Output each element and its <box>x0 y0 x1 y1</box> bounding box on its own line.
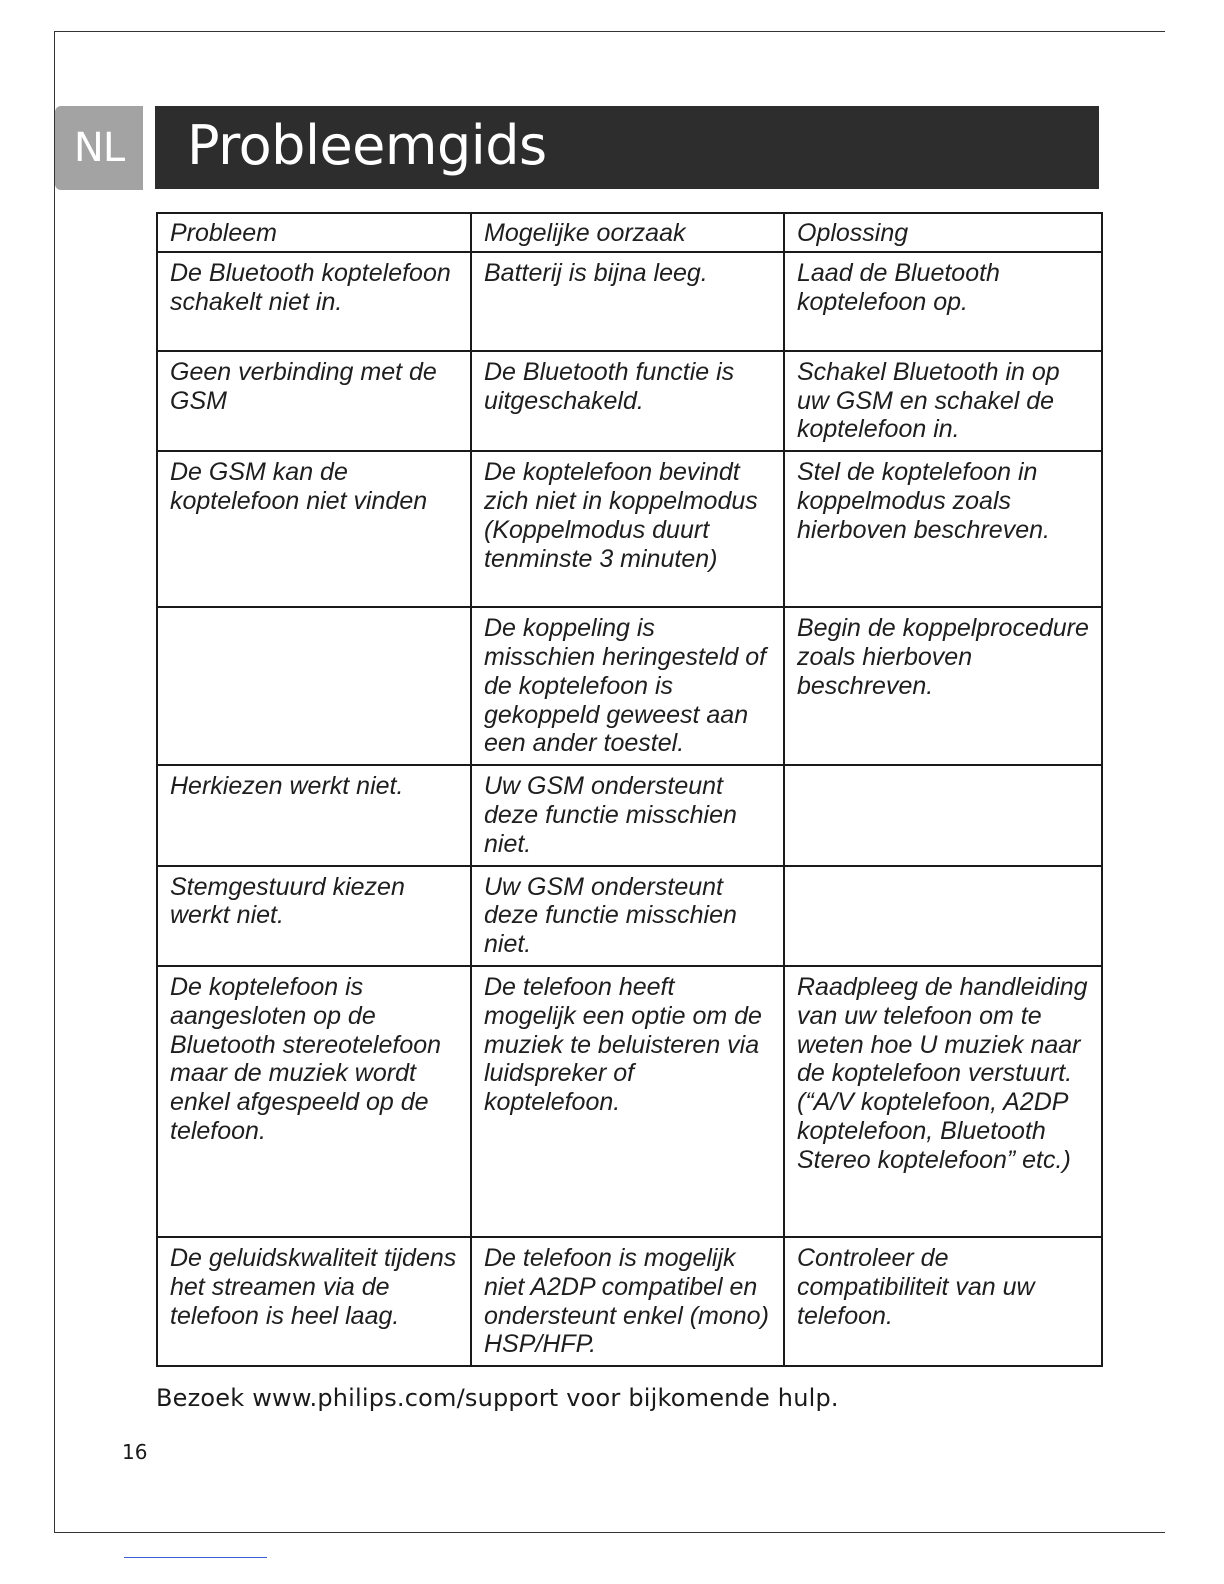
cause-cell: De Bluetooth functie is uitgeschakeld. <box>471 351 784 451</box>
table-row <box>157 966 1102 1237</box>
problem-cell: De koptelefoon is aangesloten op de Bluetooth stereotelefoon maar de muziek wordt enkel afgespeeld op de telefoon. <box>157 966 471 1237</box>
table-row <box>157 1237 1102 1366</box>
solution-cell: Laad de Bluetooth koptelefoon op. <box>784 252 1102 351</box>
solution-cell: Raadpleeg de handleiding van uw telefoon om te weten hoe U muziek naar de koptelefoon verstuurt. (“A/V koptelefoon, A2DP koptelefoon, Bluetooth Stereo koptelefoon” etc.) <box>784 966 1102 1237</box>
solution-cell: Begin de koppelprocedure zoals hierboven beschreven. <box>784 607 1102 765</box>
solution-cell: Schakel Bluetooth in op uw GSM en schakel de koptelefoon in. <box>784 351 1102 451</box>
problem-cell: De GSM kan de koptelefoon niet vinden <box>157 451 471 607</box>
table-row <box>157 451 1102 607</box>
problem-cell <box>157 607 471 765</box>
column-header-solution: Oplossing <box>784 213 1102 252</box>
cause-cell: De koppeling is misschien heringesteld of de koptelefoon is gekoppeld geweest aan een ander toestel. <box>471 607 784 765</box>
language-tab: NL <box>55 106 143 190</box>
page-frame-bottom-rule <box>54 1532 1165 1533</box>
cause-cell: De telefoon heeft mogelijk een optie om de muziek te beluisteren via luidspreker of koptelefoon. <box>471 966 784 1237</box>
column-header-cause: Mogelijke oorzaak <box>471 213 784 252</box>
table-row <box>157 765 1102 865</box>
table-row <box>157 607 1102 765</box>
cause-cell: Uw GSM ondersteunt deze functie misschien niet. <box>471 765 784 865</box>
cause-cell: Uw GSM ondersteunt deze functie misschien niet. <box>471 866 784 966</box>
table-row <box>157 866 1102 966</box>
solution-cell: Stel de koptelefoon in koppelmodus zoals hierboven beschreven. <box>784 451 1102 607</box>
cause-cell: Batterij is bijna leeg. <box>471 252 784 351</box>
solution-cell <box>784 765 1102 865</box>
problem-cell: Herkiezen werkt niet. <box>157 765 471 865</box>
solution-cell: Controleer de compatibiliteit van uw telefoon. <box>784 1237 1102 1366</box>
column-header-problem: Probleem <box>157 213 471 252</box>
problem-cell: De geluidskwaliteit tijdens het streamen via de telefoon is heel laag. <box>157 1237 471 1366</box>
problem-cell: Geen verbinding met de GSM <box>157 351 471 451</box>
cause-cell: De koptelefoon bevindt zich niet in koppelmodus (Koppelmodus duurt tenminste 3 minuten) <box>471 451 784 607</box>
table-header-row <box>157 213 1102 252</box>
bottom-rule-mark <box>124 1557 267 1558</box>
page-number: 16 <box>122 1440 148 1464</box>
support-note: Bezoek www.philips.com/support voor bijkomende hulp. <box>156 1384 839 1412</box>
page-frame-top-rule <box>54 31 1165 32</box>
page-title: Probleemgids <box>187 114 547 177</box>
problem-cell: De Bluetooth koptelefoon schakelt niet in. <box>157 252 471 351</box>
problem-cell: Stemgestuurd kiezen werkt niet. <box>157 866 471 966</box>
cause-cell: De telefoon is mogelijk niet A2DP compatibel en ondersteunt enkel (mono) HSP/HFP. <box>471 1237 784 1366</box>
troubleshooting-table <box>156 212 1103 1367</box>
table-row <box>157 351 1102 451</box>
title-bar <box>155 106 1099 189</box>
page-frame-left-rule <box>54 31 55 1533</box>
solution-cell <box>784 866 1102 966</box>
table-row <box>157 252 1102 351</box>
